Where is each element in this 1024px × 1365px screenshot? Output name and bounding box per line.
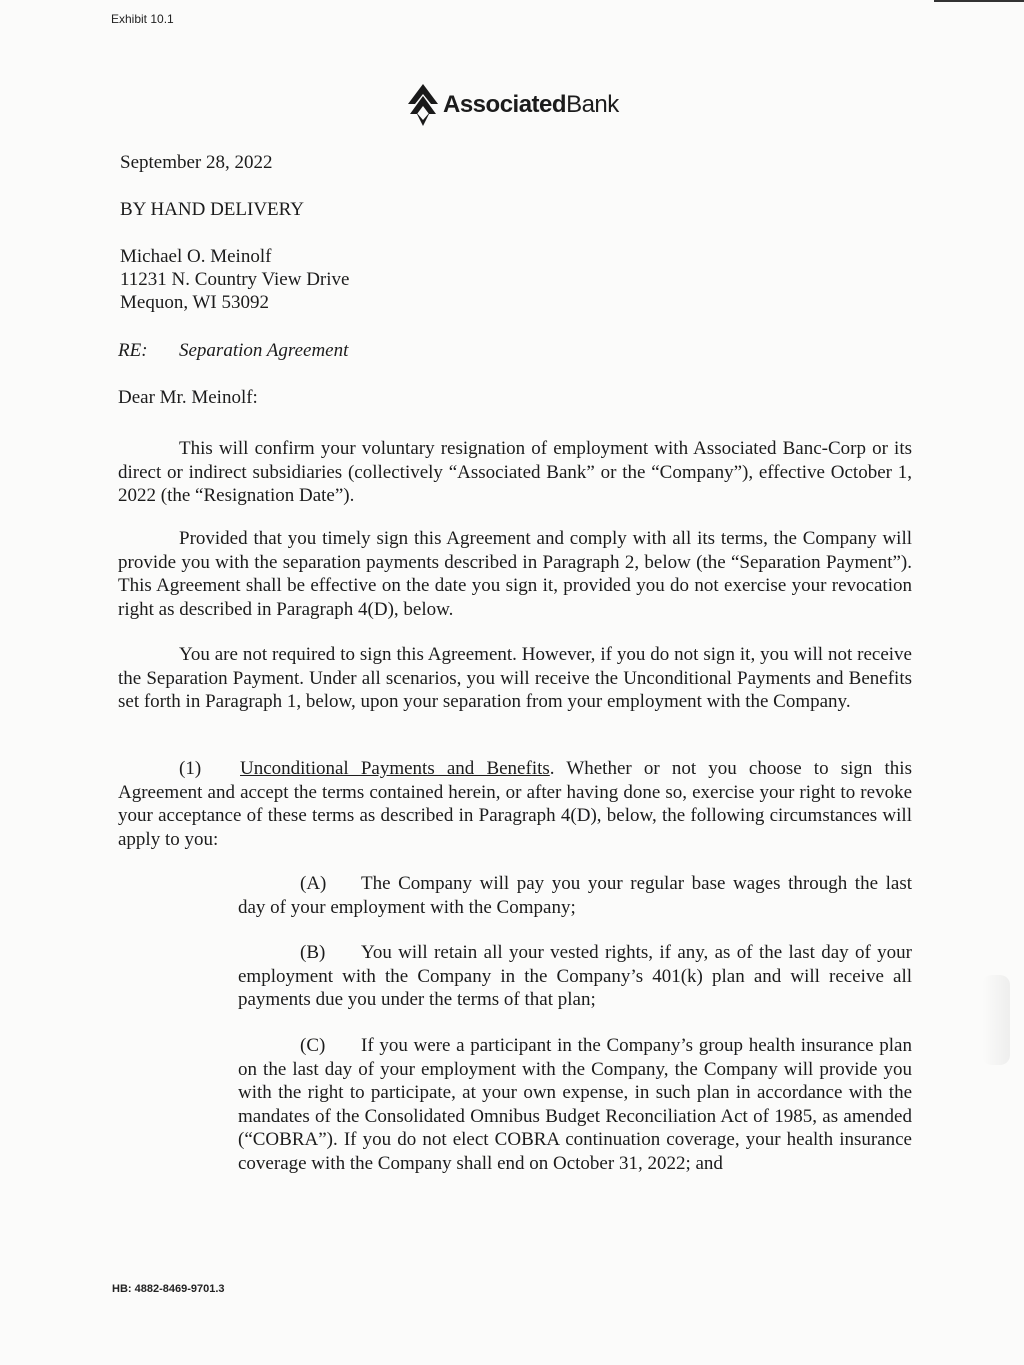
- paragraph-resignation: This will confirm your voluntary resignation of employment with Associated Banc-Corp or its direct or indirect subsidiaries (collectively “Associated Bank” or the “Company”), effective October 1, 2022 (the “Resignation Date”).: [118, 438, 912, 506]
- logo-text-associated: Associated: [443, 91, 567, 118]
- section-1-heading: Unconditional Payments and Benefits: [240, 758, 550, 779]
- subitem-c: [238, 1034, 912, 1175]
- recipient-city: Mequon, WI 53092: [120, 292, 269, 313]
- associated-bank-logo: [406, 82, 619, 128]
- paragraph-separation-payment: Provided that you timely sign this Agreement and comply with all its terms, the Company will provide you with the separation payments described in Paragraph 2, below (the “Separation Payment”). This Agreement shall be effective on the date you sign it, provided you do not exercise your revocation right as described in Paragraph 4(D), below.: [118, 528, 912, 620]
- delivery-method: BY HAND DELIVERY: [120, 199, 305, 220]
- subitem-b-label: (B): [300, 942, 326, 963]
- scan-edge-line: [934, 0, 1024, 2]
- subitem-b: [238, 941, 912, 1012]
- subitem-c-text: If you were a participant in the Company’s group health insurance plan on the last day of your employment with the Company, the Company will provide you with the right to participate, at your own expense, in such plan in accordance with the mandates of the Consolidated Omnibus Budget Reconciliation Act of 1985, as amended (“COBRA”). If you do not elect COBRA continuation coverage, your health insurance coverage with the Company shall end on October 31, 2022; and: [238, 1035, 912, 1174]
- re-label: RE:: [118, 340, 148, 361]
- subitem-a-text: The Company will pay you your regular base wages through the last day of your employment with the Company;: [238, 873, 912, 918]
- paragraph-not-required: You are not required to sign this Agreement. However, if you do not sign it, you will not receive the Separation Payment. Under all scenarios, you will receive the Unconditional Payments and Benefits set forth in Paragraph 1, below, upon your separation from your employment with the Company.: [118, 644, 912, 712]
- re-line: [118, 339, 348, 362]
- re-subject: Separation Agreement: [179, 340, 349, 361]
- section-1: [118, 757, 912, 851]
- subitem-a: [238, 872, 912, 919]
- logo-text-bank: Bank: [566, 91, 619, 118]
- subitem-c-label: (C): [300, 1035, 326, 1056]
- exhibit-label: Exhibit 10.1: [111, 12, 174, 26]
- section-1-number: (1): [179, 758, 202, 779]
- subitem-b-text: You will retain all your vested rights, if any, as of the last day of your employment with the Company in the Company’s 401(k) plan and will receive all payments due you under the terms of that plan;: [238, 942, 912, 1010]
- recipient-name: Michael O. Meinolf: [120, 246, 272, 267]
- scan-smudge: [982, 975, 1010, 1065]
- document-id: HB: 4882-8469-9701.3: [112, 1283, 225, 1295]
- bank-chevron-icon: [406, 82, 440, 128]
- letter-date: September 28, 2022: [120, 152, 273, 173]
- subitem-a-label: (A): [300, 873, 327, 894]
- recipient-street: 11231 N. Country View Drive: [120, 269, 350, 290]
- salutation: Dear Mr. Meinolf:: [118, 387, 258, 408]
- section-1-text: . Whether or not you choose to sign this Agreement and accept the terms contained herein, or after having done so, exercise your right to revoke your acceptance of these terms as described in Paragraph 4(D), below, the following circumstances will apply to you:: [118, 758, 912, 850]
